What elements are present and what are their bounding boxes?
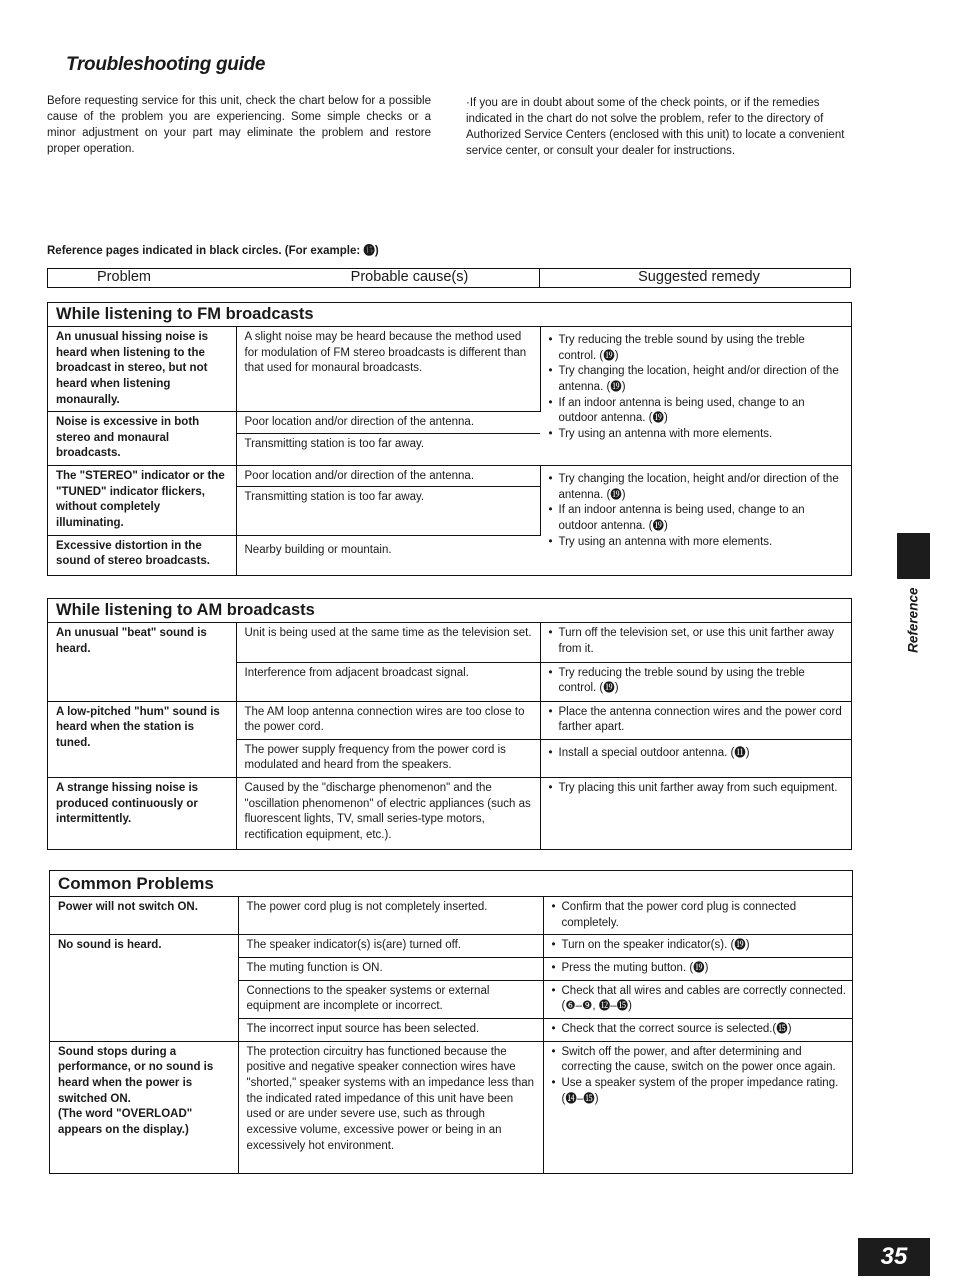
cause-cell: The muting function is ON.: [238, 957, 543, 980]
remedy-item: • Check that all wires and cables are correctly connected. (❻–❾, ⓬–⓯): [552, 984, 847, 1015]
remedy-cell: [543, 980, 852, 1018]
cause-cell: The speaker indicator(s) is(are) turned off.: [238, 935, 543, 958]
fm-section: [47, 302, 852, 576]
cause-cell: The power supply frequency from the power cord is modulated and heard from the speakers.: [236, 739, 540, 777]
problem-cell: The "STEREO" indicator or the "TUNED" indicator flickers, without completely illuminating.: [48, 466, 236, 536]
table-row: [48, 778, 851, 850]
problem-note: (The word "OVERLOAD" appears on the display.): [58, 1108, 193, 1136]
problem-cell: A strange hissing noise is produced continuously or intermittently.: [48, 778, 236, 850]
remedy-item: • If an indoor antenna is being used, change to an outdoor antenna. (⓳): [549, 396, 846, 427]
header-problem: Problem: [97, 269, 151, 286]
common-section: [49, 870, 853, 1174]
am-section-title: While listening to AM broadcasts: [48, 599, 851, 623]
side-label-text: Reference: [905, 587, 921, 653]
remedy-item: • Switch off the power, and after determining and correcting the cause, switch on the power once again.: [552, 1045, 847, 1076]
table-row: [50, 1041, 852, 1173]
remedy-cell: [540, 701, 851, 739]
side-section-label: [900, 585, 928, 655]
cause-cell: A slight noise may be heard because the method used for modulation of FM stereo broadcasts is different than that used for monaural broadcasts.: [236, 327, 540, 412]
remedy-item: • Confirm that the power cord plug is connected completely.: [552, 900, 847, 931]
remedy-item: • Try reducing the treble sound by using the treble control. (⓳): [549, 666, 846, 697]
remedy-cell: [540, 466, 851, 576]
remedy-item: • Install a special outdoor antenna. (⓫): [549, 746, 846, 762]
table-row: [48, 466, 851, 536]
cause-cell: [236, 412, 540, 466]
remedy-cell: [543, 957, 852, 980]
cause-cell: Unit is being used at the same time as the television set.: [236, 623, 540, 662]
table-row: [48, 701, 851, 739]
remedy-item: • Check that the correct source is selected.(⓯): [552, 1022, 847, 1038]
intro-left-paragraph: Before requesting service for this unit, check the chart below for a possible cause of the problem you are experiencing. Some simple checks or a minor adjustment on your part may eliminate the problem and restore proper operation.: [47, 95, 431, 155]
table-row: [48, 623, 851, 662]
cause-cell: The protection circuitry has functioned because the positive and negative speaker connection wires have "shorted," speaker systems with an impedance less than the indicated rated impedance of this unit have been used or are under severe use, such as through excessive volume, excessive power or being in an excessively hot environment.: [238, 1041, 543, 1173]
intro-right-paragraph: ·If you are in doubt about some of the check points, or if the remedies indicated in the chart do not solve the problem, refer to the directory of Authorized Service Centers (enclosed with this unit) to locate a convenient service center, or consult your dealer for instructions.: [466, 97, 845, 157]
remedy-cell: [540, 778, 851, 850]
cause-cell: [236, 466, 540, 536]
table-row: [50, 897, 852, 935]
remedy-item: • Use a speaker system of the proper impedance rating. (⓮–⓯): [552, 1076, 847, 1107]
problem-cell: Noise is excessive in both stereo and monaural broadcasts.: [48, 412, 236, 466]
cause-cell: The power cord plug is not completely inserted.: [238, 897, 543, 935]
remedy-cell: [540, 623, 851, 662]
remedy-item: • If an indoor antenna is being used, change to an outdoor antenna. (⓳): [549, 503, 846, 534]
remedy-cell: [540, 327, 851, 466]
cause-cell: The incorrect input source has been selected.: [238, 1018, 543, 1041]
reference-note: Reference pages indicated in black circles. (For example: ⓯): [47, 245, 379, 257]
problem-cell: [50, 1041, 238, 1173]
section-tab-marker: [897, 533, 930, 579]
remedy-cell: [540, 662, 851, 701]
remedy-item: • Try using an antenna with more elements.: [549, 427, 846, 443]
fm-section-title: While listening to FM broadcasts: [48, 303, 851, 327]
am-table: [48, 623, 851, 850]
page-title: Troubleshooting guide: [66, 54, 266, 75]
table-row: [48, 327, 851, 412]
remedy-item: • Try placing this unit farther away from such equipment.: [549, 781, 846, 797]
cause-cell: The AM loop antenna connection wires are too close to the power cord.: [236, 701, 540, 739]
remedy-item: • Try changing the location, height and/or direction of the antenna. (⓳): [549, 472, 846, 503]
table-row: [50, 935, 852, 958]
cause-item: Transmitting station is too far away.: [244, 438, 425, 451]
remedy-item: • Try reducing the treble sound by using the treble control. (⓳): [549, 333, 846, 364]
problem-cell: Power will not switch ON.: [50, 897, 238, 935]
remedy-item: • Try using an antenna with more elements.: [549, 535, 846, 551]
cause-cell: Nearby building or mountain.: [236, 535, 540, 575]
problem-cell: Excessive distortion in the sound of stereo broadcasts.: [48, 535, 236, 575]
header-remedy: Suggested remedy: [638, 269, 760, 286]
problem-text: Sound stops during a performance, or no sound is heard when the power is switched ON.: [58, 1045, 214, 1105]
cause-cell: Caused by the "discharge phenomenon" and the "oscillation phenomenon" of electric appliances (such as fluorescent lights, TV, small series-type motors, rectification equipment, etc.).: [236, 778, 540, 850]
common-table: [50, 897, 852, 1174]
am-section: [47, 598, 852, 850]
problem-cell: An unusual "beat" sound is heard.: [48, 623, 236, 701]
problem-cell: No sound is heard.: [50, 935, 238, 1042]
remedy-cell: [543, 935, 852, 958]
remedy-cell: [543, 1041, 852, 1173]
remedy-cell: [540, 739, 851, 777]
page-number: 35: [858, 1238, 930, 1276]
remedy-item: • Press the muting button. (⓳): [552, 961, 847, 977]
remedy-item: • Try changing the location, height and/or direction of the antenna. (⓳): [549, 364, 846, 395]
cause-item: Transmitting station is too far away.: [244, 491, 425, 504]
problem-cell: A low-pitched "hum" sound is heard when the station is tuned.: [48, 701, 236, 778]
cause-item: Poor location and/or direction of the antenna.: [237, 466, 540, 487]
common-section-title: Common Problems: [50, 871, 852, 897]
cause-cell: Interference from adjacent broadcast signal.: [236, 662, 540, 701]
cause-item: Poor location and/or direction of the antenna.: [237, 412, 541, 434]
problem-cell: An unusual hissing noise is heard when listening to the broadcast in stereo, but not heard when listening monaurally.: [48, 327, 236, 412]
remedy-item: • Turn off the television set, or use this unit farther away from it.: [549, 626, 846, 657]
cause-cell: Connections to the speaker systems or external equipment are incomplete or incorrect.: [238, 980, 543, 1018]
remedy-cell: [543, 897, 852, 935]
remedy-cell: [543, 1018, 852, 1041]
remedy-item: • Place the antenna connection wires and the power cord farther apart.: [549, 705, 846, 736]
header-cause: Probable cause(s): [200, 269, 540, 287]
remedy-item: • Turn on the speaker indicator(s). (⓳): [552, 938, 847, 954]
fm-table: [48, 327, 851, 576]
column-header-bar: [47, 268, 851, 288]
